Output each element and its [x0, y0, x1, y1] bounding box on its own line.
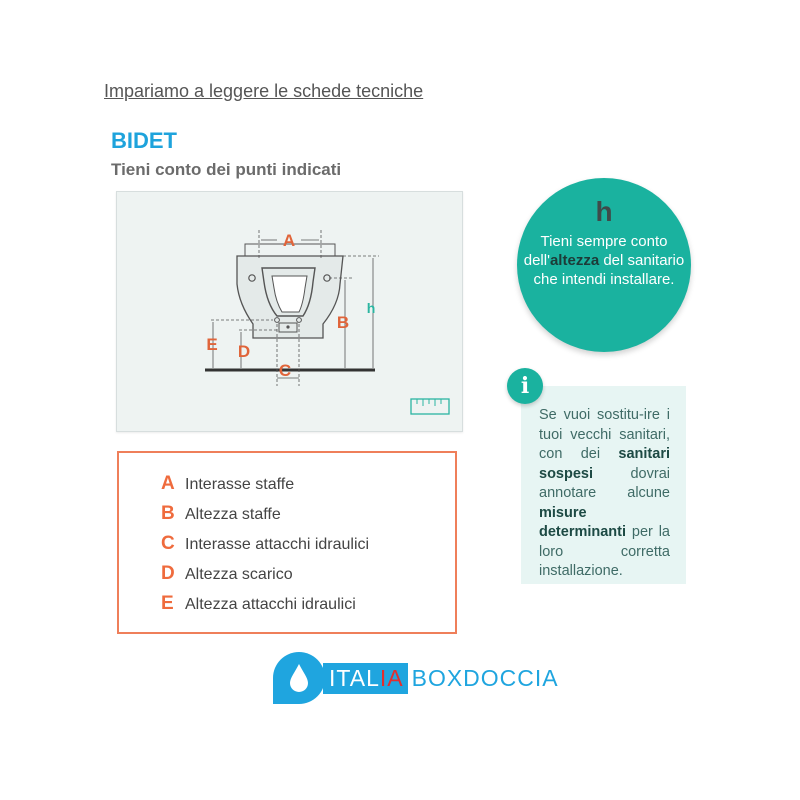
- info-card: [521, 386, 686, 584]
- legend-text: Altezza scarico: [185, 566, 293, 583]
- drain-center: [286, 325, 289, 328]
- height-tip-circle: [517, 178, 691, 352]
- section-title: BIDET: [111, 128, 177, 153]
- label-c: C: [278, 361, 292, 380]
- legend-item: [161, 593, 356, 615]
- legend-item: [161, 503, 281, 525]
- label-b: B: [336, 313, 350, 332]
- logo-wordmark: ITALIA BOXDOCCIA: [323, 664, 559, 692]
- page-heading: Impariamo a leggere le schede tecniche: [104, 81, 424, 101]
- legend-text: Interasse staffe: [185, 476, 295, 493]
- legend-letter: E: [161, 593, 174, 614]
- legend-text: Altezza attacchi idraulici: [185, 596, 356, 613]
- height-icon: h: [595, 196, 613, 227]
- legend-item: [161, 533, 369, 555]
- legend-text: Interasse attacchi idraulici: [185, 536, 370, 553]
- legend-letter: C: [161, 533, 175, 554]
- bidet-technical-drawing: [117, 192, 462, 431]
- label-a: A: [282, 231, 296, 250]
- legend-box: [117, 451, 457, 634]
- label-e: E: [206, 335, 218, 354]
- ruler-icon: [411, 399, 449, 414]
- subtitle: Tieni conto dei punti indicati: [111, 160, 342, 179]
- water-drop-icon: [273, 652, 325, 704]
- label-d: D: [237, 342, 251, 361]
- info-icon: i: [507, 368, 543, 404]
- legend-letter: B: [161, 503, 175, 524]
- legend-item: [161, 473, 294, 495]
- legend-text: Altezza staffe: [185, 506, 281, 523]
- info-text: Se vuoi sostitu-ire i tuoi vecchi sanitari, con dei sanitari sospesi dovrai annotare alcune misure determinanti per la loro corretta installazione.: [539, 407, 670, 579]
- legend-item: [161, 563, 293, 585]
- bidet-diagram: [116, 191, 463, 432]
- label-h: h: [366, 300, 376, 316]
- legend-letter: D: [161, 563, 175, 584]
- brand-logo: [273, 650, 573, 706]
- legend-letter: A: [161, 473, 175, 494]
- height-tip-text: Tieni sempre conto dell'altezza del sanitario che intendi installare.: [523, 233, 685, 288]
